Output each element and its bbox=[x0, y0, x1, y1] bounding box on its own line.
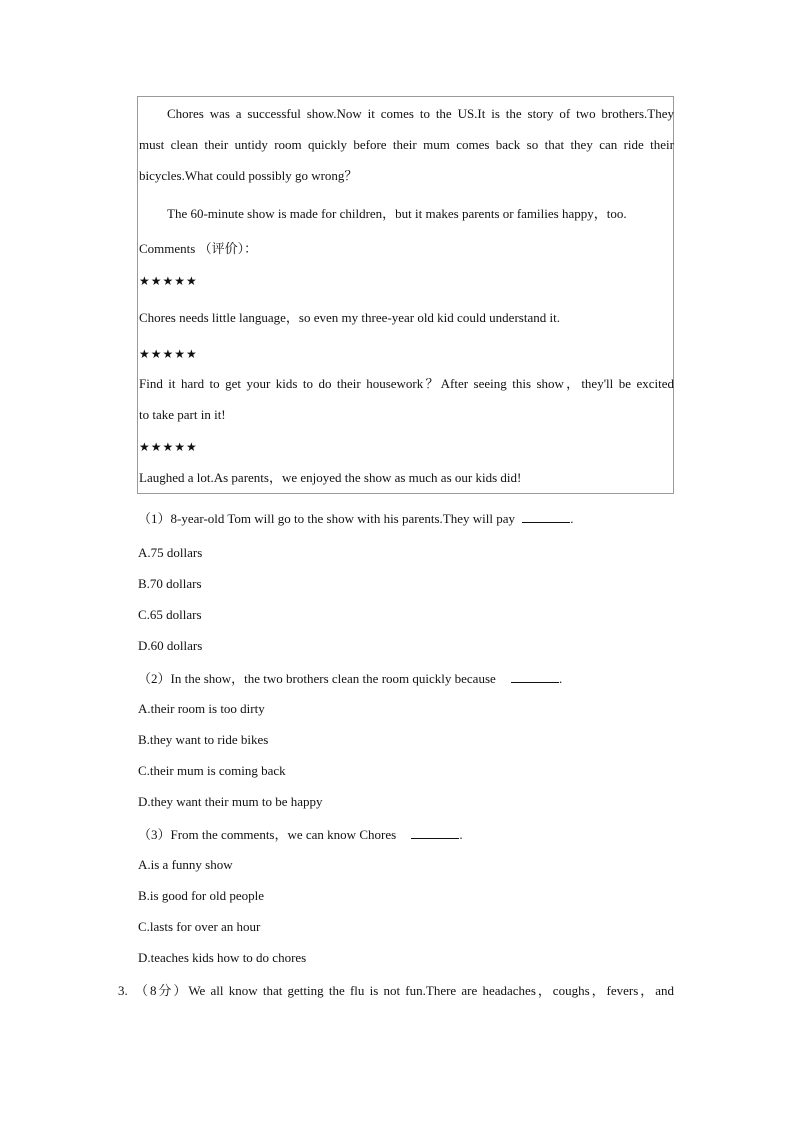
passage-paragraph-1-line-3: bicycles.What could possibly go wrong？ bbox=[139, 168, 358, 183]
question-2-option-d: D.they want their mum to be happy bbox=[138, 794, 323, 809]
question-3-option-b: B.is good for old people bbox=[138, 888, 265, 903]
passage-paragraph-1-line-2: must clean their untidy room quickly before their mum comes back so that they can ride their bbox=[139, 137, 674, 152]
question-3-option-a: A.is a funny show bbox=[138, 857, 233, 872]
next-item-number: 3. bbox=[118, 983, 128, 998]
question-1-period: . bbox=[570, 511, 574, 526]
passage-box bbox=[137, 96, 674, 494]
next-item-text: （8分）We all know that getting the flu is not fun.There are headaches，coughs，fevers，and bbox=[135, 983, 674, 998]
question-1-stem bbox=[138, 510, 573, 526]
question-1-option-b: B.70 dollars bbox=[138, 576, 202, 591]
question-1-option-c: C.65 dollars bbox=[138, 607, 202, 622]
question-3-stem bbox=[138, 826, 463, 842]
question-2-option-c: C.their mum is coming back bbox=[138, 763, 286, 778]
question-2-stem bbox=[138, 670, 562, 686]
rating-stars-3: ★★★★★ bbox=[139, 440, 198, 454]
question-1-option-a: A.75 dollars bbox=[138, 545, 203, 560]
rating-stars-1: ★★★★★ bbox=[139, 274, 198, 288]
question-3-period: . bbox=[459, 827, 463, 842]
passage-paragraph-1-line-1: Chores was a successful show.Now it comes to the US.It is the story of two brothers.They bbox=[167, 106, 674, 121]
question-2-text: （2）In the show，the two brothers clean the room quickly because bbox=[138, 671, 496, 686]
question-2-blank bbox=[511, 670, 559, 683]
question-3-option-d: D.teaches kids how to do chores bbox=[138, 950, 307, 965]
comments-label: Comments （评价）： bbox=[139, 241, 258, 256]
comment-3: Laughed a lot.As parents，we enjoyed the show as much as our kids did! bbox=[139, 470, 522, 485]
question-1-text: （1）8-year-old Tom will go to the show with his parents.They will pay bbox=[138, 511, 515, 526]
comment-1: Chores needs little language，so even my three-year old kid could understand it. bbox=[139, 310, 560, 325]
comment-2-line-2: to take part in it! bbox=[139, 407, 226, 422]
question-2-period: . bbox=[559, 671, 563, 686]
question-2-option-a: A.their room is too dirty bbox=[138, 701, 265, 716]
question-3-text: （3）From the comments，we can know Chores bbox=[138, 827, 397, 842]
comment-2-line-1: Find it hard to get your kids to do their housework？After seeing this show，they'll be excited bbox=[139, 376, 674, 391]
passage-paragraph-2: The 60-minute show is made for children，but it makes parents or families happy，too. bbox=[167, 206, 627, 221]
question-1-option-d: D.60 dollars bbox=[138, 638, 203, 653]
question-1-blank bbox=[522, 510, 570, 523]
question-2-option-b: B.they want to ride bikes bbox=[138, 732, 269, 747]
question-3-blank bbox=[411, 826, 459, 839]
question-3-option-c: C.lasts for over an hour bbox=[138, 919, 261, 934]
rating-stars-2: ★★★★★ bbox=[139, 347, 198, 361]
